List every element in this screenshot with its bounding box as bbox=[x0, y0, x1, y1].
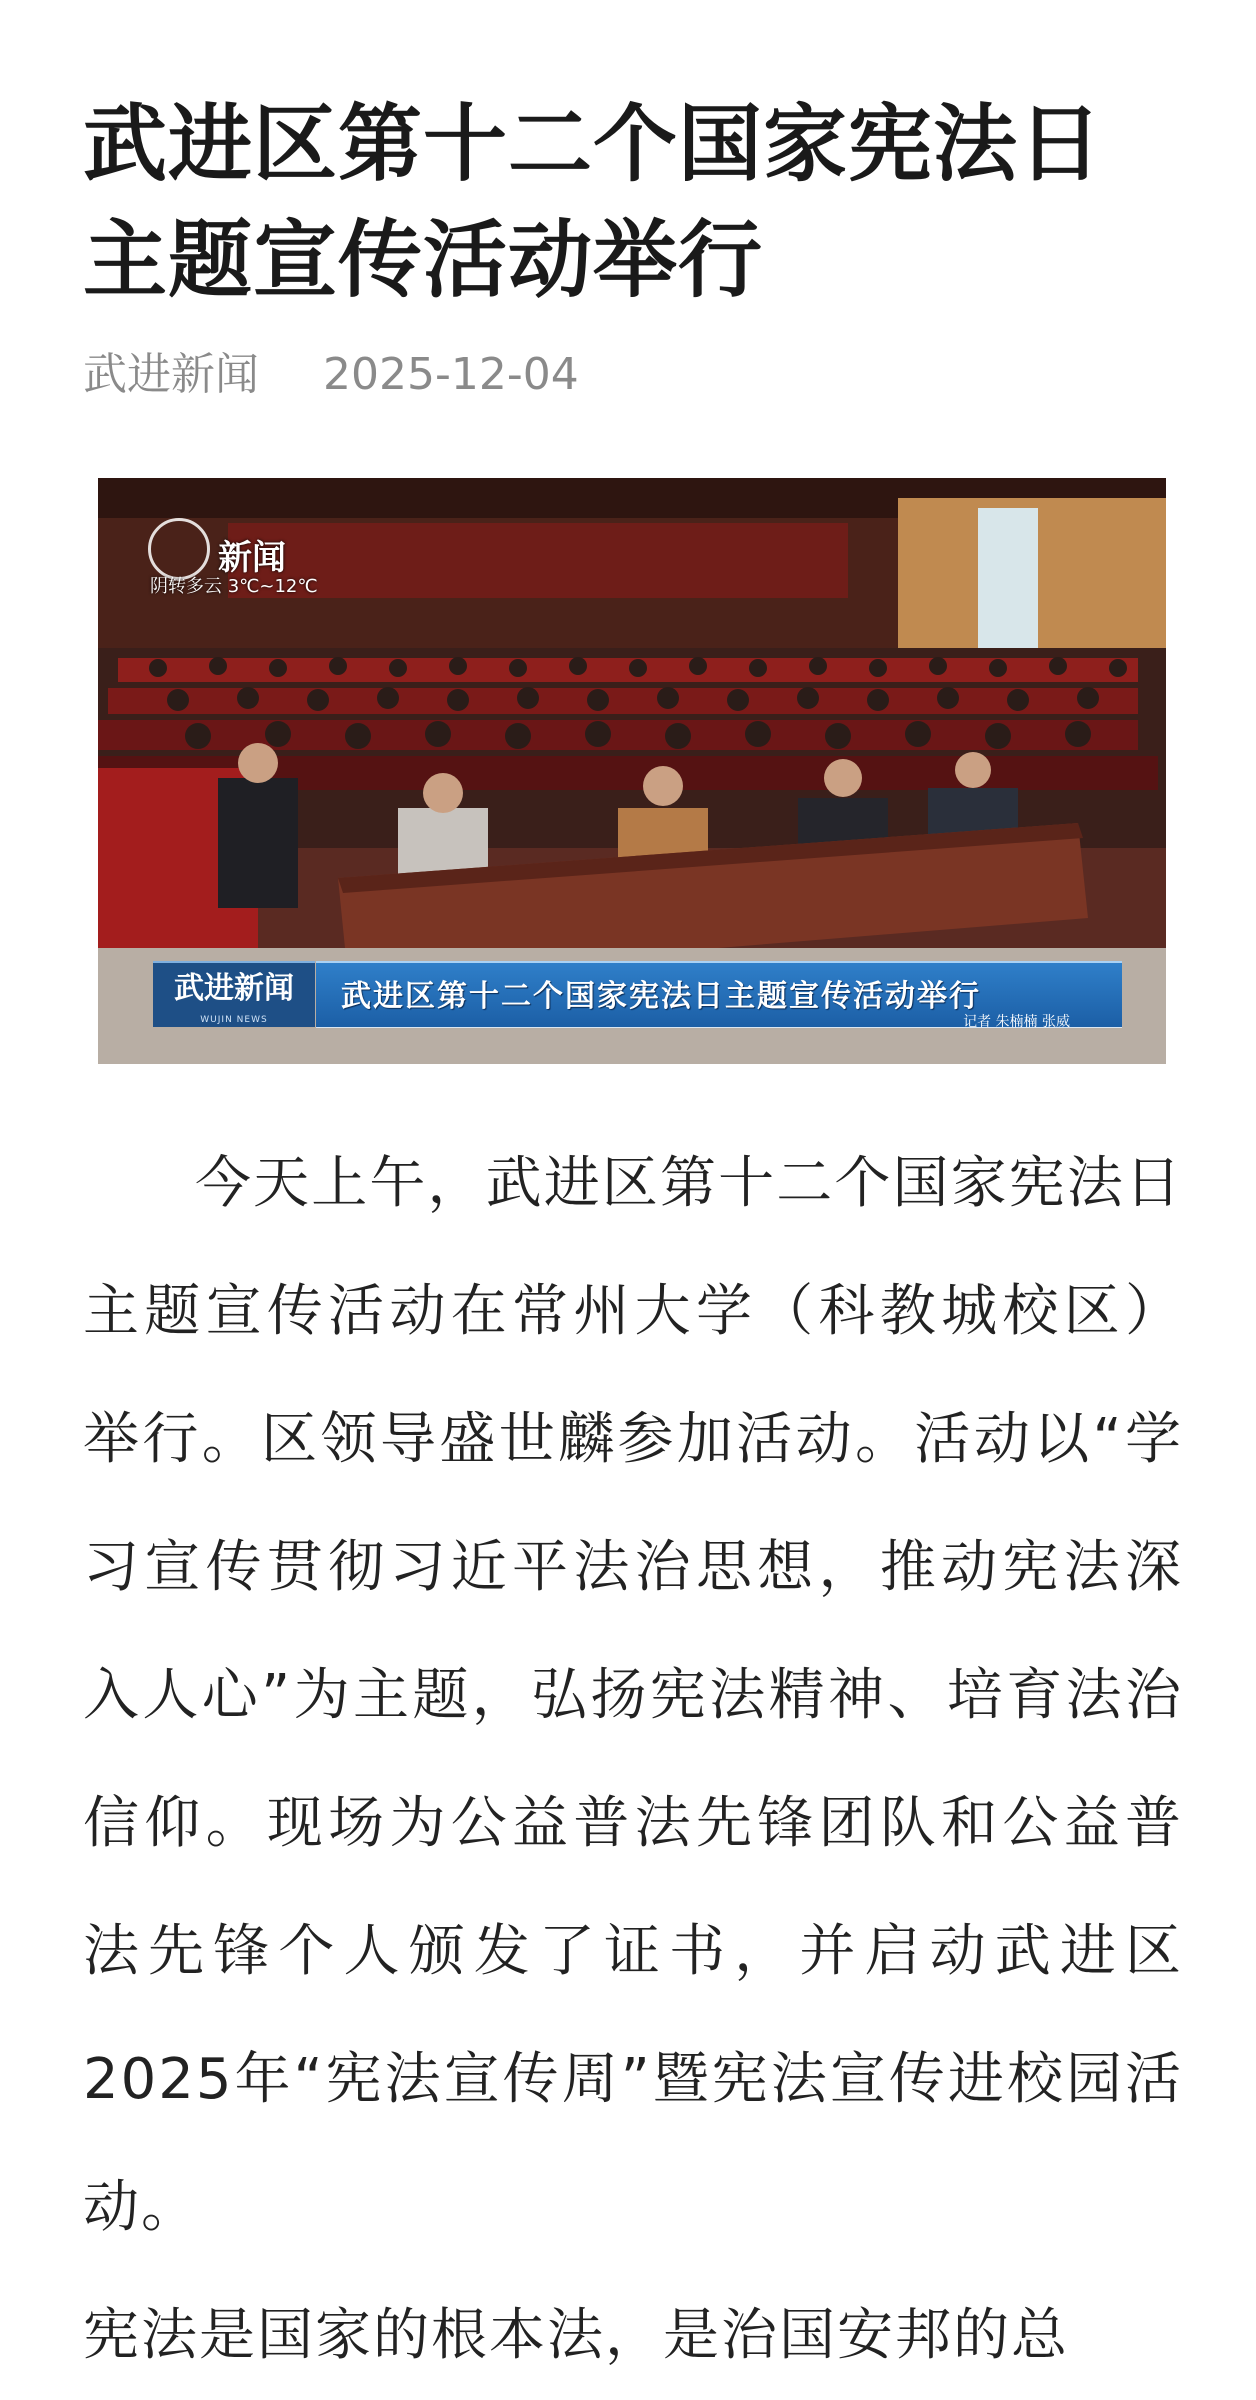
scene-stage-banner bbox=[228, 523, 848, 598]
news-banner-logo-text: 武进新闻 bbox=[174, 971, 294, 1006]
channel-logo-icon bbox=[148, 518, 210, 580]
article-date: 2025-12-04 bbox=[323, 349, 579, 400]
news-banner bbox=[316, 961, 1122, 1030]
article-title: 武进区第十二个国家宪法日主题宣传活动举行 bbox=[83, 95, 1104, 310]
article-body bbox=[83, 1120, 1183, 2400]
article-photo[interactable] bbox=[98, 478, 1166, 1064]
channel-logo-text: 新闻 bbox=[218, 538, 286, 578]
news-banner-reporter: 记者 朱楠楠 张威 bbox=[963, 1014, 1070, 1030]
weather-caption: 阴转多云 3℃~12℃ bbox=[150, 576, 318, 597]
article-paragraph: 宪法是国家的根本法，是治国安邦的总 bbox=[83, 2303, 1069, 2368]
article-source[interactable]: 武进新闻 bbox=[83, 349, 259, 400]
article-paragraph: 今天上午，武进区第十二个国家宪法日主题宣传活动在常州大学（科教城校区）举行。区领导盛世麟参加活动。活动以“学习宣传贯彻习近平法治思想，推动宪法深入人心”为主题，弘扬宪法精神、培育法治信仰。现场为公益普法先锋团队和公益普法先锋个人颁发了证书，并启动武进区2025年“宪法宣传周”暨宪法宣传进校园活动。 bbox=[83, 1151, 1183, 2240]
article-meta bbox=[83, 345, 579, 405]
news-banner-logo bbox=[153, 961, 315, 1027]
news-banner-title: 武进区第十二个国家宪法日主题宣传活动举行 bbox=[341, 979, 981, 1014]
news-banner-logo-sub: WUJIN NEWS bbox=[200, 1015, 268, 1025]
